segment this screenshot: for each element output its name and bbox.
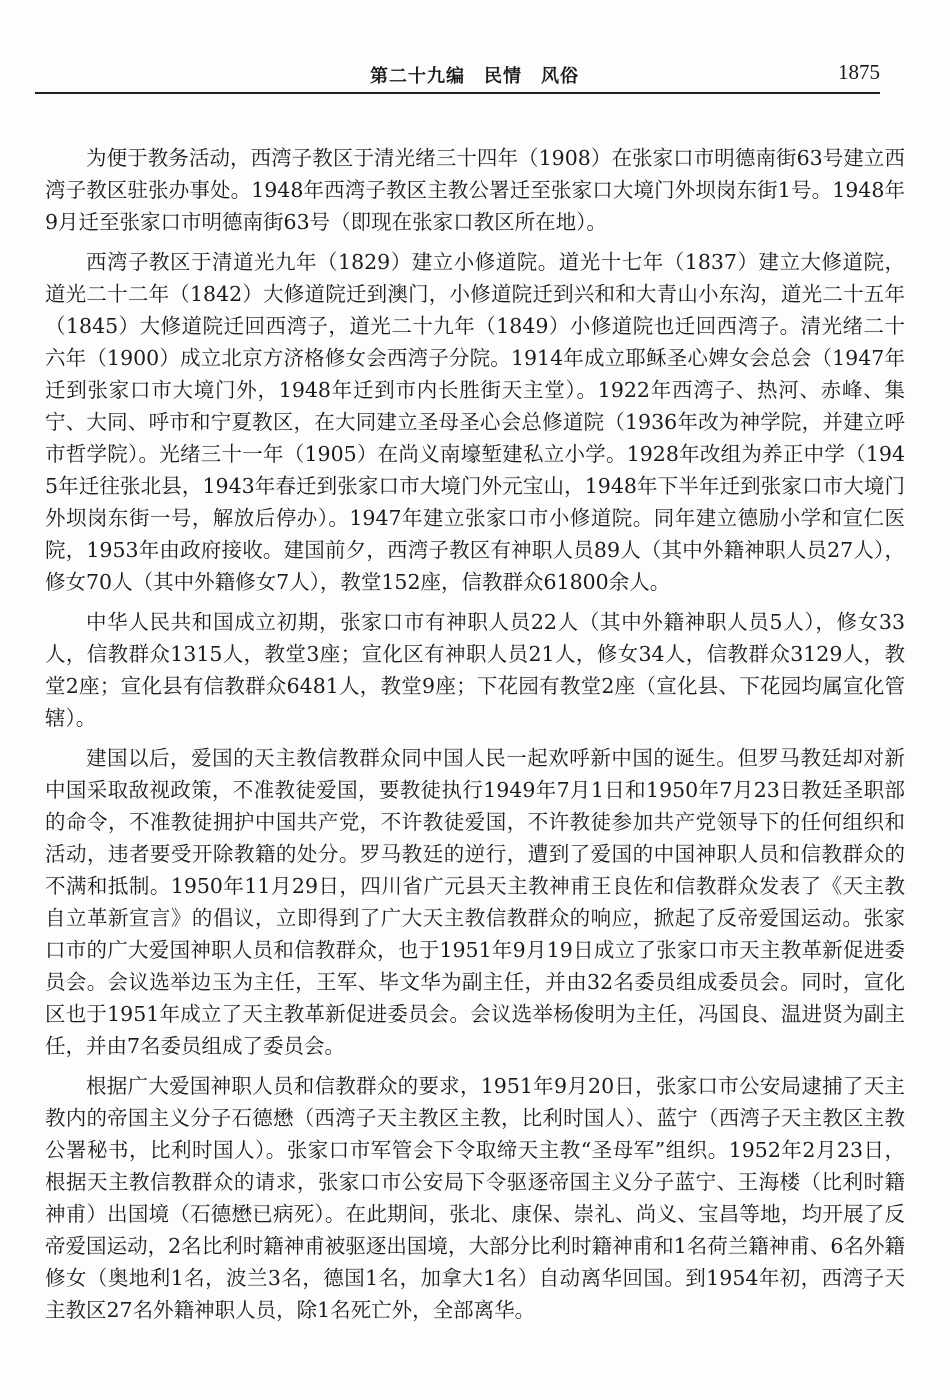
body-text [45,142,905,1334]
paragraph-4: 建国以后，爱国的天主教信教群众同中国人民一起欢呼新中国的诞生。但罗马教廷却对新中国采取敌视政策，不准教徒爱国，要教徒执行1949年7月1日和1950年7月23日教廷圣职部的命令，不准教徒拥护中国共产党，不许教徒爱国，不许教徒参加共产党领导下的任何组织和活动，违者要受开除教籍的处分。罗马教廷的逆行，遭到了爱国的中国神职人员和信教群众的不满和抵制。1950年11月29日，四川省广元县天主教神甫王良佐和信教群众发表了《天主教自立革新宣言》的倡议，立即得到了广大天主教信教群众的响应，掀起了反帝爱国运动。张家口市的广大爱国神职人员和信教群众，也于1951年9月19日成立了张家口市天主教革新促进委员会。会议选举边玉为主任，王军、毕文华为副主任，并由32名委员组成委员会。同时，宣化区也于1951年成立了天主教革新促进委员会。会议选举杨俊明为主任，冯国良、温进贤为副主任，并由7名委员组成了委员会。 [45,746,905,1058]
running-header [35,58,880,94]
paragraph-3: 中华人民共和国成立初期，张家口市有神职人员22人（其中外籍神职人员5人），修女33人，信教群众1315人，教堂3座；宣化区有神职人员21人，修女34人，信教群众3129人，教堂2座；宣化县有信教群众6481人，教堂9座；下花园有教堂2座（宣化县、下花园均属宣化管辖）。 [45,610,905,730]
chapter-title: 第二十九编 民情 风俗 [370,66,579,87]
paragraph-2: 西湾子教区于清道光九年（1829）建立小修道院。道光十七年（1837）建立大修道院，道光二十二年（1842）大修道院迁到澳门，小修道院迁到兴和和大青山小东沟，道光二十五年（1845）大修道院迁回西湾子，道光二十九年（1849）小修道院也迁回西湾子。清光绪二十六年（1900）成立北京方济格修女会西湾子分院。1914年成立耶稣圣心婢女会总会（1947年迁到张家口市大境门外，1948年迁到市内长胜街天主堂）。1922年西湾子、热河、赤峰、集宁、大同、呼市和宁夏教区，在大同建立圣母圣心会总修道院（1936年改为神学院，并建立呼市哲学院）。光绪三十一年（1905）在尚义南壕堑建私立小学。1928年改组为养正中学（1945年迁往张北县，1943年春迁到张家口市大境门外元宝山，1948年下半年迁到张家口市大境门外坝岗东街一号，解放后停办）。1947年建立张家口市小修道院。同年建立德励小学和宣仁医院，1953年由政府接收。建国前夕，西湾子教区有神职人员89人（其中外籍神职人员27人），修女70人（其中外籍修女7人），教堂152座，信教群众61800余人。 [45,250,905,594]
paragraph-5: 根据广大爱国神职人员和信教群众的要求，1951年9月20日，张家口市公安局逮捕了天主教内的帝国主义分子石德懋（西湾子天主教区主教，比利时国人）、蓝宁（西湾子天主教区主教公署秘书，比利时国人）。张家口市军管会下令取缔天主教“圣母军”组织。1952年2月23日，根据天主教信教群众的请求，张家口市公安局下令驱逐帝国主义分子蓝宁、王海楼（比利时籍神甫）出国境（石德懋已病死）。在此期间，张北、康保、崇礼、尚义、宝昌等地，均开展了反帝爱国运动，2名比利时籍神甫被驱逐出国境，大部分比利时籍神甫和1名荷兰籍神甫、6名外籍修女（奥地利1名，波兰3名，德国1名，加拿大1名）自动离华回国。到1954年初，西湾子天主教区27名外籍神职人员，除1名死亡外，全部离华。 [45,1074,905,1322]
paragraph-1: 为便于教务活动，西湾子教区于清光绪三十四年（1908）在张家口市明德南街63号建立西湾子教区驻张办事处。1948年西湾子教区主教公署迁至张家口大境门外坝岗东街1号。1948年9月迁至张家口市明德南街63号（即现在张家口教区所在地）。 [45,146,905,234]
page-number: 1875 [838,60,880,84]
